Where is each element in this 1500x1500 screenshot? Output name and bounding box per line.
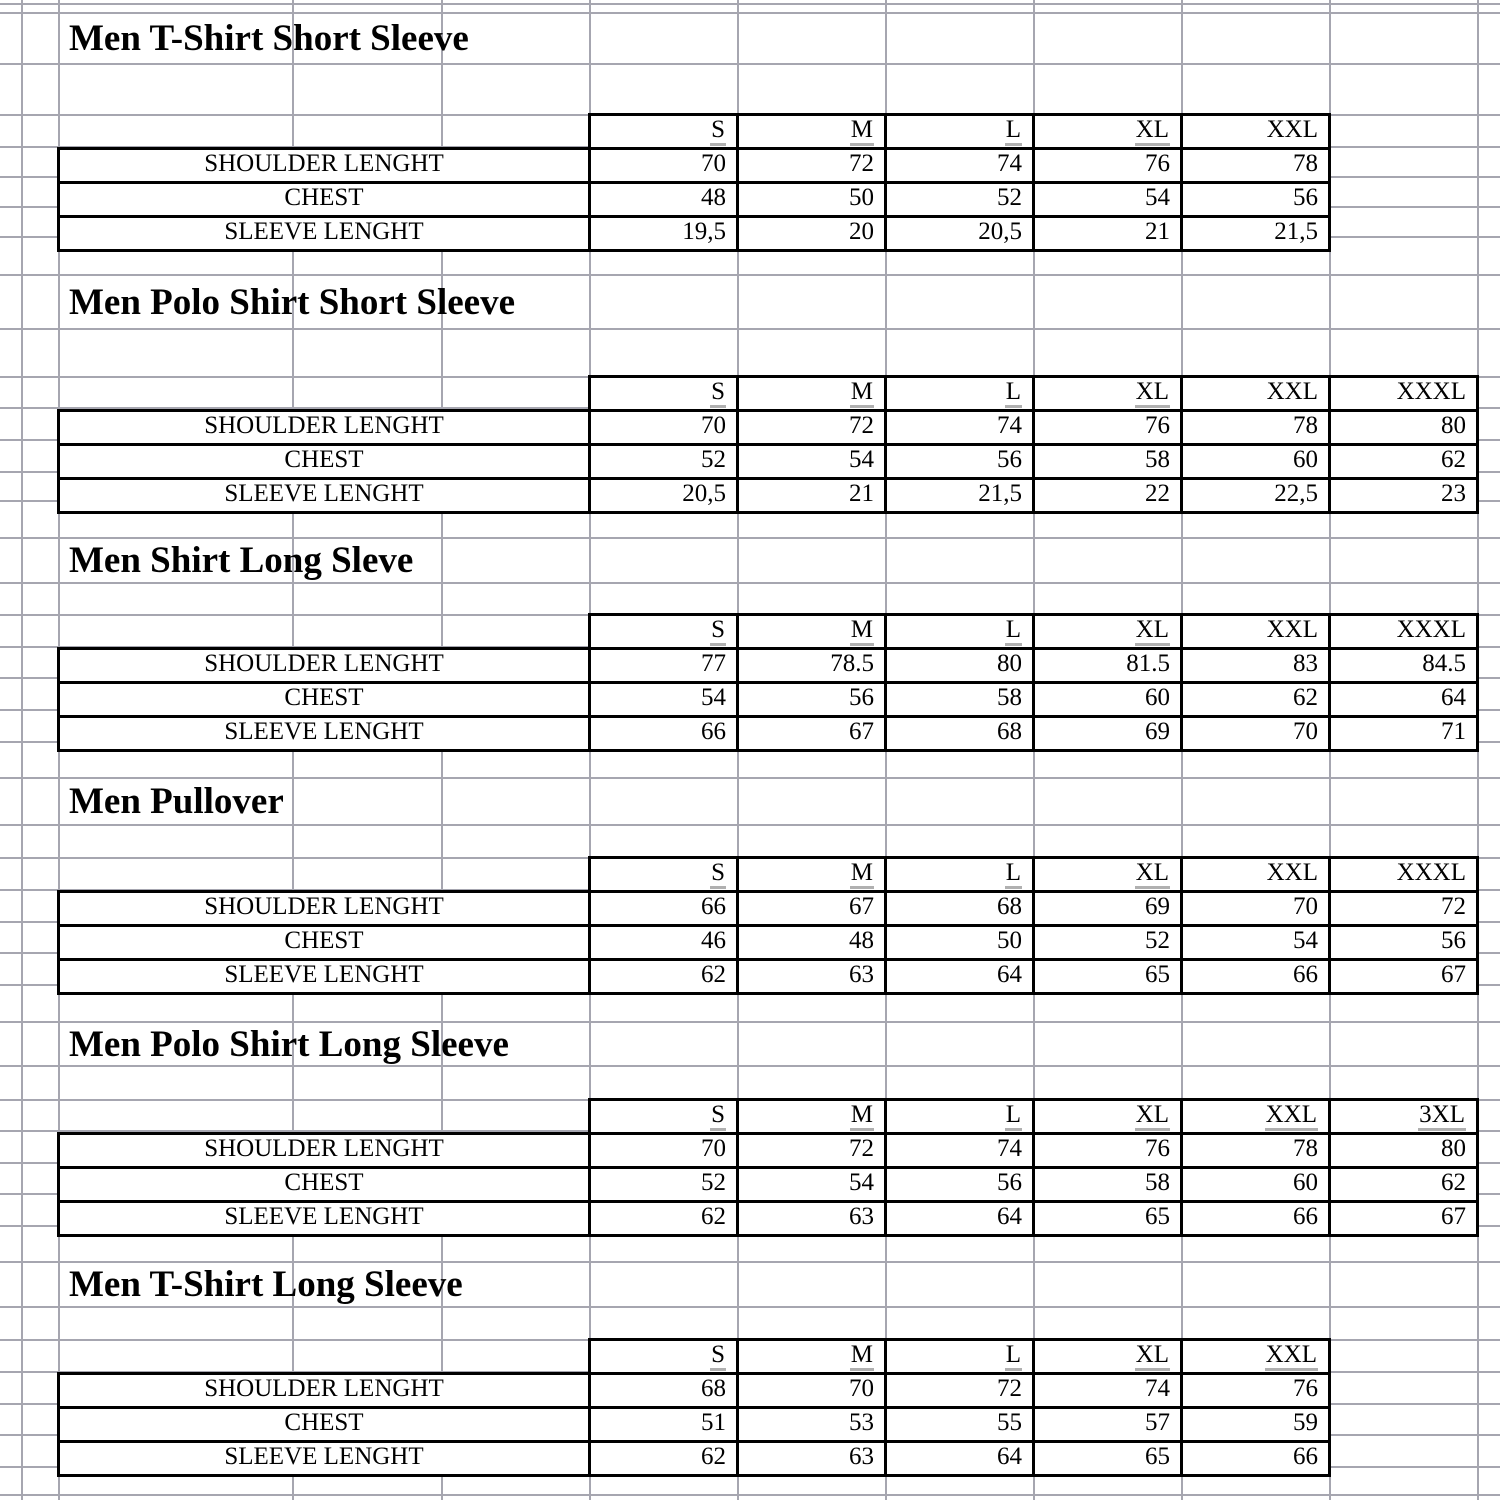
size-table	[57, 375, 1479, 514]
measure-row-label[interactable]: CHEST	[59, 445, 590, 479]
size-header-row	[59, 858, 1478, 892]
size-column-header-text: M	[850, 116, 874, 146]
size-value-cell[interactable]: 51	[590, 1408, 738, 1442]
size-value-cell[interactable]: 72	[1330, 892, 1478, 926]
size-value-cell[interactable]: 20,5	[886, 217, 1034, 251]
size-value-cell[interactable]: 50	[738, 183, 886, 217]
size-value-cell[interactable]: 64	[886, 1442, 1034, 1476]
size-column-header[interactable]	[1034, 615, 1182, 649]
size-value-cell[interactable]: 52	[886, 183, 1034, 217]
size-column-header[interactable]	[886, 1100, 1034, 1134]
size-value-cell[interactable]: 48	[590, 183, 738, 217]
size-value-cell[interactable]: 57	[1034, 1408, 1182, 1442]
measure-row-label[interactable]: SHOULDER LENGHT	[59, 649, 590, 683]
size-value-cell[interactable]: 72	[738, 149, 886, 183]
size-column-header[interactable]	[1034, 1100, 1182, 1134]
size-column-header-text: M	[850, 1101, 874, 1131]
size-value-cell[interactable]: 74	[886, 1134, 1034, 1168]
size-value-cell[interactable]: 76	[1034, 1134, 1182, 1168]
size-value-cell[interactable]: 78	[1182, 411, 1330, 445]
header-spacer-cell	[59, 1340, 590, 1374]
size-column-header-text: L	[1005, 616, 1022, 646]
size-value-cell[interactable]: 64	[886, 960, 1034, 994]
header-spacer-cell	[59, 377, 590, 411]
size-value-cell[interactable]: 72	[886, 1374, 1034, 1408]
size-value-cell[interactable]: 21,5	[886, 479, 1034, 513]
measure-row-label[interactable]: SLEEVE LENGHT	[59, 479, 590, 513]
size-value-cell[interactable]: 46	[590, 926, 738, 960]
measure-row-label[interactable]: SLEEVE LENGHT	[59, 1202, 590, 1236]
size-column-header[interactable]	[738, 1100, 886, 1134]
size-value-cell[interactable]: 52	[590, 1168, 738, 1202]
measure-row	[59, 479, 1478, 513]
size-value-cell[interactable]: 83	[1182, 649, 1330, 683]
size-value-cell[interactable]: 56	[886, 445, 1034, 479]
size-value-cell[interactable]: 76	[1034, 149, 1182, 183]
size-value-cell[interactable]: 78.5	[738, 649, 886, 683]
size-column-header-text: XL	[1135, 1341, 1170, 1371]
size-column-header-text: M	[850, 378, 874, 408]
size-column-header[interactable]	[1330, 1100, 1478, 1134]
size-value-cell[interactable]: 67	[1330, 960, 1478, 994]
size-value-cell[interactable]: 66	[1182, 1202, 1330, 1236]
section-title[interactable]: Men Pullover	[69, 781, 284, 822]
size-value-cell[interactable]: 66	[1182, 960, 1330, 994]
size-header-row	[59, 1340, 1330, 1374]
size-value-cell[interactable]: 58	[1034, 1168, 1182, 1202]
size-value-cell[interactable]: 70	[1182, 717, 1330, 751]
size-value-cell[interactable]: 70	[590, 411, 738, 445]
measure-row	[59, 1442, 1330, 1476]
size-value-cell[interactable]: 64	[886, 1202, 1034, 1236]
size-value-cell[interactable]: 81.5	[1034, 649, 1182, 683]
measure-row-label[interactable]: CHEST	[59, 926, 590, 960]
size-value-cell[interactable]: 60	[1182, 445, 1330, 479]
size-value-cell[interactable]: 22,5	[1182, 479, 1330, 513]
size-value-cell[interactable]: 56	[1182, 183, 1330, 217]
measure-row-label[interactable]: CHEST	[59, 1168, 590, 1202]
size-value-cell[interactable]: 78	[1182, 149, 1330, 183]
size-value-cell[interactable]: 60	[1182, 1168, 1330, 1202]
size-value-cell[interactable]: 54	[1034, 183, 1182, 217]
measure-row	[59, 892, 1478, 926]
measure-row	[59, 960, 1478, 994]
size-column-header-text: L	[1005, 1341, 1022, 1371]
size-column-header[interactable]	[590, 115, 738, 149]
size-value-cell[interactable]: 22	[1034, 479, 1182, 513]
size-value-cell[interactable]: 62	[590, 1202, 738, 1236]
measure-row-label[interactable]: CHEST	[59, 1408, 590, 1442]
measure-row-label[interactable]: SHOULDER LENGHT	[59, 411, 590, 445]
size-value-cell[interactable]: 21,5	[1182, 217, 1330, 251]
header-spacer-cell	[59, 858, 590, 892]
measure-row-label[interactable]: SLEEVE LENGHT	[59, 217, 590, 251]
size-value-cell[interactable]: 62	[1330, 445, 1478, 479]
measure-row-label[interactable]: SHOULDER LENGHT	[59, 1374, 590, 1408]
size-value-cell[interactable]: 80	[1330, 411, 1478, 445]
size-column-header[interactable]	[738, 115, 886, 149]
measure-row	[59, 1374, 1330, 1408]
size-column-header[interactable]	[1330, 615, 1478, 649]
size-value-cell[interactable]: 74	[886, 411, 1034, 445]
size-value-cell[interactable]: 20,5	[590, 479, 738, 513]
header-spacer-cell	[59, 615, 590, 649]
measure-row-label[interactable]: SHOULDER LENGHT	[59, 892, 590, 926]
size-column-header[interactable]	[738, 377, 886, 411]
size-value-cell[interactable]: 19,5	[590, 217, 738, 251]
measure-row	[59, 683, 1478, 717]
size-column-header[interactable]	[1034, 115, 1182, 149]
size-column-header-text: S	[710, 1101, 726, 1131]
measure-row	[59, 717, 1478, 751]
size-value-cell[interactable]: 21	[738, 479, 886, 513]
section-title[interactable]: Men Polo Shirt Long Sleeve	[69, 1023, 509, 1065]
size-value-cell[interactable]: 56	[738, 683, 886, 717]
size-column-header[interactable]	[1182, 377, 1330, 411]
size-value-cell[interactable]: 63	[738, 1202, 886, 1236]
size-column-header-text: XXL	[1266, 859, 1318, 886]
size-value-cell[interactable]: 71	[1330, 717, 1478, 751]
grid-line	[21, 0, 23, 1500]
size-value-cell[interactable]: 63	[738, 960, 886, 994]
size-value-cell[interactable]: 67	[738, 717, 886, 751]
size-column-header[interactable]	[1034, 1340, 1182, 1374]
size-value-cell[interactable]: 53	[738, 1408, 886, 1442]
size-value-cell[interactable]: 84.5	[1330, 649, 1478, 683]
size-value-cell[interactable]: 70	[1182, 892, 1330, 926]
size-table	[57, 856, 1479, 995]
measure-row	[59, 1134, 1478, 1168]
size-column-header[interactable]	[738, 1340, 886, 1374]
size-header-row	[59, 1100, 1478, 1134]
measure-row	[59, 445, 1478, 479]
section-title[interactable]: Men T-Shirt Short Sleeve	[69, 18, 469, 59]
size-value-cell[interactable]: 77	[590, 649, 738, 683]
size-column-header-text: L	[1005, 116, 1022, 146]
size-column-header-text: XL	[1135, 116, 1170, 146]
size-header-row	[59, 377, 1478, 411]
measure-row-label[interactable]: CHEST	[59, 683, 590, 717]
measure-row	[59, 1202, 1478, 1236]
size-table	[57, 1338, 1331, 1477]
grid-line	[0, 1494, 1500, 1496]
measure-row	[59, 411, 1478, 445]
size-value-cell[interactable]: 66	[590, 717, 738, 751]
size-column-header-text: M	[850, 859, 874, 889]
size-value-cell[interactable]: 80	[1330, 1134, 1478, 1168]
size-value-cell[interactable]: 52	[1034, 926, 1182, 960]
size-value-cell[interactable]: 48	[738, 926, 886, 960]
size-column-header-text: S	[710, 378, 726, 408]
size-column-header[interactable]	[590, 1340, 738, 1374]
size-column-header[interactable]	[886, 115, 1034, 149]
size-value-cell[interactable]: 70	[590, 149, 738, 183]
size-value-cell[interactable]: 69	[1034, 892, 1182, 926]
size-column-header[interactable]	[1034, 377, 1182, 411]
header-spacer-cell	[59, 115, 590, 149]
measure-row-label[interactable]: SLEEVE LENGHT	[59, 717, 590, 751]
size-column-header[interactable]	[1330, 377, 1478, 411]
size-value-cell[interactable]: 74	[1034, 1374, 1182, 1408]
size-value-cell[interactable]: 54	[1182, 926, 1330, 960]
grid-line	[0, 3, 1500, 5]
size-value-cell[interactable]: 50	[886, 926, 1034, 960]
size-column-header[interactable]	[738, 615, 886, 649]
size-column-header-text: XXXL	[1396, 378, 1466, 405]
size-value-cell[interactable]: 80	[886, 649, 1034, 683]
size-column-header[interactable]	[1182, 115, 1330, 149]
size-column-header-text: XL	[1135, 378, 1170, 408]
size-value-cell[interactable]: 67	[1330, 1202, 1478, 1236]
size-column-header-text: S	[710, 616, 726, 646]
size-column-header[interactable]	[1182, 615, 1330, 649]
measure-row	[59, 649, 1478, 683]
size-column-header[interactable]	[590, 858, 738, 892]
size-value-cell[interactable]: 59	[1182, 1408, 1330, 1442]
size-value-cell[interactable]: 21	[1034, 217, 1182, 251]
size-column-header-text: S	[710, 859, 726, 889]
size-value-cell[interactable]: 65	[1034, 1202, 1182, 1236]
size-column-header[interactable]	[590, 615, 738, 649]
size-column-header[interactable]	[1182, 1340, 1330, 1374]
size-column-header[interactable]	[738, 858, 886, 892]
size-value-cell[interactable]: 60	[1034, 683, 1182, 717]
size-value-cell[interactable]: 70	[590, 1134, 738, 1168]
measure-row	[59, 1408, 1330, 1442]
size-value-cell[interactable]: 54	[738, 445, 886, 479]
size-value-cell[interactable]: 62	[590, 960, 738, 994]
size-header-row	[59, 615, 1478, 649]
size-value-cell[interactable]: 62	[1330, 1168, 1478, 1202]
measure-row	[59, 217, 1330, 251]
measure-row-label[interactable]: CHEST	[59, 183, 590, 217]
size-column-header-text: L	[1005, 1101, 1022, 1131]
size-value-cell[interactable]: 65	[1034, 1442, 1182, 1476]
size-column-header-text: L	[1005, 859, 1022, 889]
size-column-header-text: XXXL	[1396, 859, 1466, 886]
size-value-cell[interactable]: 69	[1034, 717, 1182, 751]
size-column-header[interactable]	[1182, 858, 1330, 892]
size-value-cell[interactable]: 70	[738, 1374, 886, 1408]
size-column-header-text: XL	[1135, 616, 1170, 646]
size-value-cell[interactable]: 76	[1182, 1374, 1330, 1408]
size-column-header[interactable]	[886, 377, 1034, 411]
size-column-header-text: S	[710, 116, 726, 146]
size-column-header-text: 3XL	[1418, 1101, 1466, 1131]
size-value-cell[interactable]: 55	[886, 1408, 1034, 1442]
size-column-header[interactable]	[886, 1340, 1034, 1374]
measure-row	[59, 149, 1330, 183]
size-column-header-text: XXXL	[1396, 616, 1466, 643]
size-value-cell[interactable]: 56	[1330, 926, 1478, 960]
size-table	[57, 113, 1331, 252]
measure-row-label[interactable]: SHOULDER LENGHT	[59, 1134, 590, 1168]
section-title[interactable]: Men T-Shirt Long Sleeve	[69, 1264, 463, 1305]
measure-row	[59, 926, 1478, 960]
size-value-cell[interactable]: 65	[1034, 960, 1182, 994]
size-column-header-text: S	[710, 1341, 726, 1371]
header-spacer-cell	[59, 1100, 590, 1134]
size-value-cell[interactable]: 20	[738, 217, 886, 251]
measure-row	[59, 183, 1330, 217]
size-column-header[interactable]	[590, 1100, 738, 1134]
size-column-header-text: M	[850, 1341, 874, 1371]
size-value-cell[interactable]: 66	[590, 892, 738, 926]
measure-row-label[interactable]: SHOULDER LENGHT	[59, 149, 590, 183]
size-column-header[interactable]	[1182, 1100, 1330, 1134]
size-column-header[interactable]	[1034, 858, 1182, 892]
section-title[interactable]: Men Shirt Long Sleve	[69, 540, 414, 581]
size-column-header[interactable]	[886, 615, 1034, 649]
measure-row	[59, 1168, 1478, 1202]
size-value-cell[interactable]: 66	[1182, 1442, 1330, 1476]
size-header-row	[59, 115, 1330, 149]
section-title[interactable]: Men Polo Shirt Short Sleeve	[69, 281, 516, 323]
size-column-header[interactable]	[886, 858, 1034, 892]
size-value-cell[interactable]: 64	[1330, 683, 1478, 717]
size-value-cell[interactable]: 72	[738, 411, 886, 445]
size-value-cell[interactable]: 67	[738, 892, 886, 926]
size-column-header[interactable]	[590, 377, 738, 411]
size-column-header-text: XXL	[1266, 378, 1318, 405]
size-value-cell[interactable]: 76	[1034, 411, 1182, 445]
size-column-header-text: XXL	[1265, 1341, 1318, 1371]
size-column-header-text: L	[1005, 378, 1022, 408]
size-column-header-text: XXL	[1266, 116, 1318, 143]
size-column-header-text: XL	[1135, 859, 1170, 889]
size-value-cell[interactable]: 68	[886, 717, 1034, 751]
size-value-cell[interactable]: 52	[590, 445, 738, 479]
size-column-header-text: XXL	[1266, 616, 1318, 643]
measure-row-label[interactable]: SLEEVE LENGHT	[59, 1442, 590, 1476]
size-value-cell[interactable]: 68	[590, 1374, 738, 1408]
size-column-header-text: M	[850, 616, 874, 646]
size-value-cell[interactable]: 23	[1330, 479, 1478, 513]
size-table	[57, 1098, 1479, 1237]
measure-row-label[interactable]: SLEEVE LENGHT	[59, 960, 590, 994]
size-value-cell[interactable]: 54	[738, 1168, 886, 1202]
size-value-cell[interactable]: 63	[738, 1442, 886, 1476]
size-column-header[interactable]	[1330, 858, 1478, 892]
size-column-header-text: XXL	[1265, 1101, 1318, 1131]
size-table	[57, 613, 1479, 752]
size-value-cell[interactable]: 58	[1034, 445, 1182, 479]
size-value-cell[interactable]: 56	[886, 1168, 1034, 1202]
size-value-cell[interactable]: 62	[590, 1442, 738, 1476]
size-value-cell[interactable]: 54	[590, 683, 738, 717]
size-value-cell[interactable]: 62	[1182, 683, 1330, 717]
size-value-cell[interactable]: 78	[1182, 1134, 1330, 1168]
size-value-cell[interactable]: 74	[886, 149, 1034, 183]
size-value-cell[interactable]: 68	[886, 892, 1034, 926]
size-value-cell[interactable]: 72	[738, 1134, 886, 1168]
size-value-cell[interactable]: 58	[886, 683, 1034, 717]
size-column-header-text: XL	[1135, 1101, 1170, 1131]
